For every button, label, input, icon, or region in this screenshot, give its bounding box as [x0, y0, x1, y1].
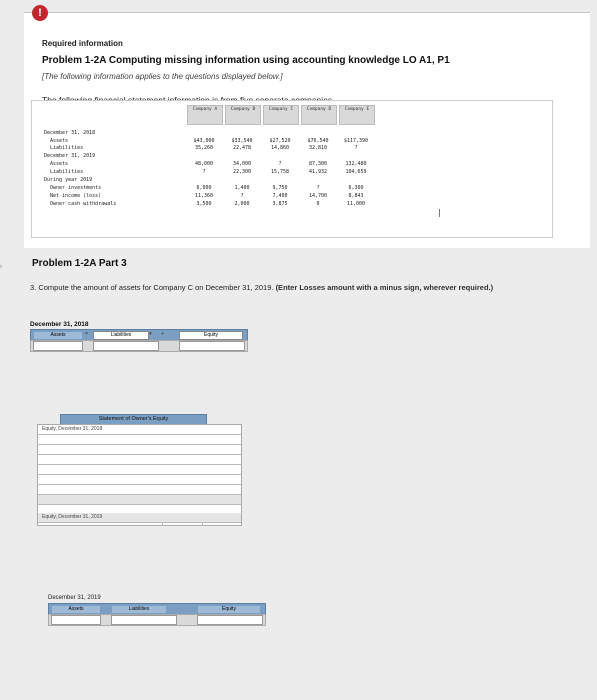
plus-sign: + [161, 331, 164, 337]
cursor-mark [439, 209, 440, 217]
table-cell: 11,360 [194, 193, 214, 199]
table-cell: 32,810 [308, 145, 328, 151]
soe-row-label: Equity, December 31, 2019 [42, 514, 103, 520]
table-cell: $27,520 [269, 138, 291, 144]
table-cell: 6,300 [348, 185, 364, 191]
table-cell: 22,478 [232, 145, 252, 151]
table-cell: ? [202, 169, 206, 175]
soe-row[interactable] [38, 455, 241, 465]
table-cell: ? [354, 145, 358, 151]
table-cell: 41,932 [308, 169, 328, 175]
soe-total-row[interactable] [38, 513, 241, 523]
equation-date-2019: December 31, 2019 [48, 595, 101, 601]
table-cell: $33,540 [231, 138, 253, 144]
table-cell: $76,540 [307, 138, 329, 144]
equation-date-2018: December 31, 2018 [30, 321, 89, 328]
soe-row[interactable] [38, 435, 241, 445]
table-cell: 7,400 [272, 193, 288, 199]
table-cell: 14,860 [270, 145, 290, 151]
soe-row-label: Equity, December 31, 2018 [42, 426, 103, 432]
row-label: Liabilities [50, 169, 84, 175]
table-cell: $43,000 [193, 138, 215, 144]
table-cell: 48,000 [194, 161, 214, 167]
company-b-header: Company B [225, 105, 261, 125]
question-note: (Enter Losses amount with a minus sign, wherever required.) [275, 283, 494, 292]
liabilities-select-2018[interactable]: Liabilities [93, 331, 149, 340]
company-a-header: Company A [187, 105, 223, 125]
liabilities-input-2018[interactable] [93, 341, 159, 351]
row-label: Assets [50, 161, 69, 167]
table-cell: 87,300 [308, 161, 328, 167]
row-label: Net income (loss) [50, 193, 102, 199]
row-label: Owner cash withdrawals [50, 201, 117, 207]
equity-input-2019[interactable] [197, 615, 263, 625]
table-cell: 15,758 [270, 169, 290, 175]
table-cell: ? [316, 185, 320, 191]
equals-sign: = [85, 331, 88, 337]
assets-input-2018[interactable] [33, 341, 83, 351]
table-cell: 104,659 [345, 169, 367, 175]
equity-select-2018[interactable]: Equity [179, 331, 243, 340]
company-e-header: Company E [339, 105, 375, 125]
table-cell: 8,843 [348, 193, 364, 199]
soe-row[interactable] [38, 445, 241, 455]
table-cell: ? [240, 193, 244, 199]
table-cell: 6,000 [196, 185, 212, 191]
row-label: Liabilities [50, 145, 84, 151]
company-d-header: Company D [301, 105, 337, 125]
chevron-down-icon[interactable]: ▾ [149, 331, 152, 337]
assets-input-2019[interactable] [51, 615, 101, 625]
table-cell: 11,000 [346, 201, 366, 207]
soe-row[interactable] [38, 495, 241, 505]
question-text [30, 283, 560, 292]
statement-owners-equity-grid [37, 424, 242, 526]
soe-row[interactable] [38, 465, 241, 475]
liabilities-input-2019[interactable] [111, 615, 177, 625]
soe-row[interactable] [38, 475, 241, 485]
equation-input-row-2018 [30, 340, 248, 352]
row-label: During year 2019 [44, 177, 93, 183]
table-cell: 14,700 [308, 193, 328, 199]
row-label: Owner investments [50, 185, 102, 191]
problem-subtext: [The following information applies to the questions displayed below.] [42, 72, 283, 81]
question-main: 3. Compute the amount of assets for Company C on December 31, 2019. [30, 283, 274, 292]
equation-input-row-2019 [48, 614, 266, 626]
table-cell: 3,875 [272, 201, 288, 207]
row-label: December 31, 2018 [44, 130, 96, 136]
assets-select-2019[interactable]: Assets [51, 605, 101, 614]
table-cell: 1,400 [234, 185, 250, 191]
assets-select-2018[interactable]: Assets [33, 331, 83, 340]
liabilities-select-2019[interactable]: Liabilities [111, 605, 167, 614]
table-cell: 3,500 [196, 201, 212, 207]
soe-row[interactable] [38, 485, 241, 495]
table-cell: 0 [316, 201, 320, 207]
problem-title: Problem 1-2A Computing missing information using accounting knowledge LO A1, P1 [42, 55, 450, 66]
table-cell: 132,480 [345, 161, 367, 167]
table-cell: ? [278, 161, 282, 167]
statement-owners-equity-title: Statement of Owner's Equity [60, 414, 207, 425]
part3-title: Problem 1-2A Part 3 [32, 258, 127, 269]
soe-row[interactable] [38, 425, 241, 435]
company-c-header: Company C [263, 105, 299, 125]
row-label: December 31, 2019 [44, 153, 96, 159]
table-cell: 35,260 [194, 145, 214, 151]
table-cell: $117,390 [343, 138, 369, 144]
table-cell: 2,000 [234, 201, 250, 207]
alert-icon: ! [32, 5, 48, 21]
row-label: Assets [50, 138, 69, 144]
table-cell: 22,300 [232, 169, 252, 175]
company-info-table [31, 100, 553, 238]
equity-select-2019[interactable]: Equity [197, 605, 261, 614]
table-cell: 34,000 [232, 161, 252, 167]
required-information-label: Required information [42, 39, 123, 48]
side-marker: › [0, 264, 2, 270]
equity-input-2018[interactable] [179, 341, 245, 351]
table-cell: 9,750 [272, 185, 288, 191]
